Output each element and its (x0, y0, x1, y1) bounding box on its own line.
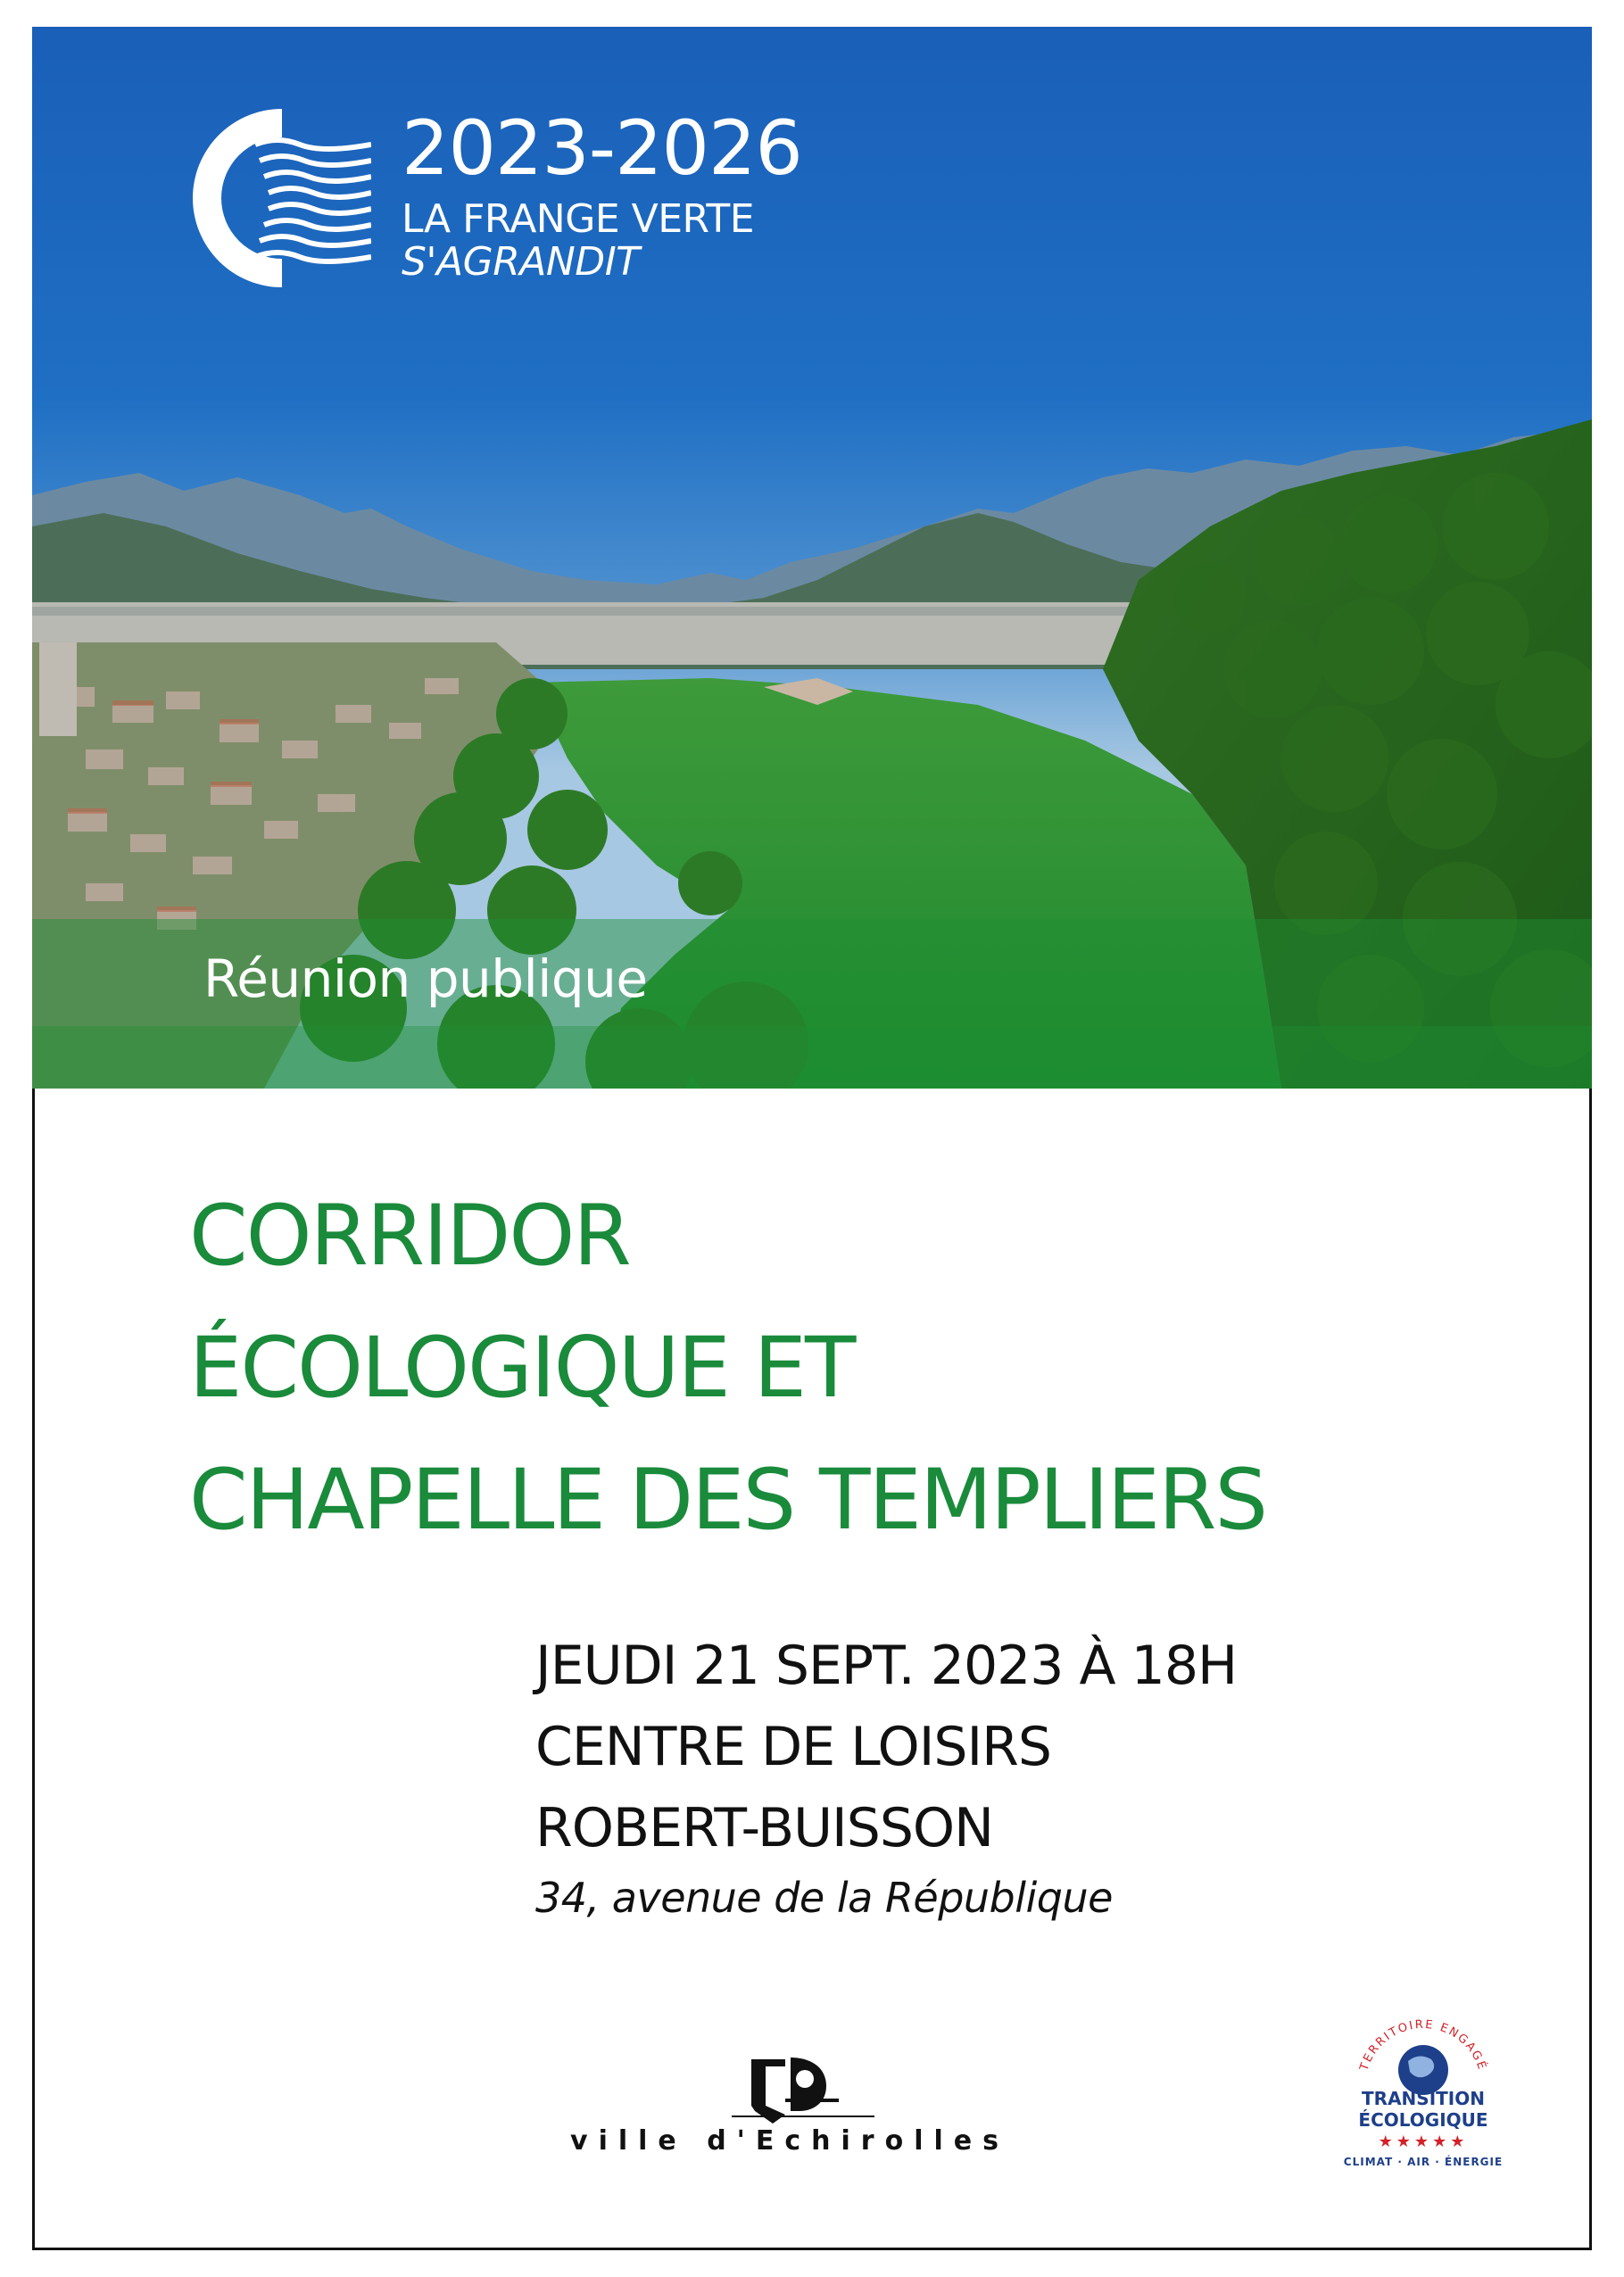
program-tagline: S'AGRANDIT (402, 239, 640, 286)
program-years: 2023-2026 (402, 104, 802, 192)
badge-title-line-2: ÉCOLOGIQUE (1358, 2109, 1488, 2131)
city-logo (518, 2052, 1062, 2168)
venue-line-2: ROBERT-BUISSON (535, 1797, 994, 1859)
venue-address: 34, avenue de la République (535, 1874, 1113, 1922)
transition-ecologique-badge (1338, 2016, 1508, 2186)
badge-title (1338, 2088, 1508, 2131)
badge-title-line-1: TRANSITION (1362, 2088, 1485, 2109)
badge-subtitle: CLIMAT · AIR · ÉNERGIE (1343, 2156, 1504, 2168)
city-name: ville d'Echirolles (570, 2125, 1009, 2157)
city-emblem-icon (518, 2052, 1062, 2132)
badge-stars: ★★★★★ (1378, 2132, 1469, 2151)
frange-verte-logo (193, 109, 371, 287)
event-type: Réunion publique (203, 948, 648, 1009)
title-line-3: CHAPELLE DES TEMPLIERS (189, 1452, 1267, 1549)
program-name: LA FRANGE VERTE (402, 196, 755, 242)
event-details (535, 1626, 1237, 1926)
event-date: JEUDI 21 SEPT. 2023 À 18H (535, 1635, 1238, 1697)
title-line-2: ÉCOLOGIQUE ET (189, 1320, 855, 1417)
venue-line-1: CENTRE DE LOISIRS (535, 1716, 1051, 1778)
badge-arc-text: TERRITOIRE ENGAGÉ (1357, 2017, 1489, 2073)
program-heading (402, 104, 802, 286)
event-title (189, 1171, 1266, 1567)
title-line-1: CORRIDOR (189, 1188, 630, 1285)
